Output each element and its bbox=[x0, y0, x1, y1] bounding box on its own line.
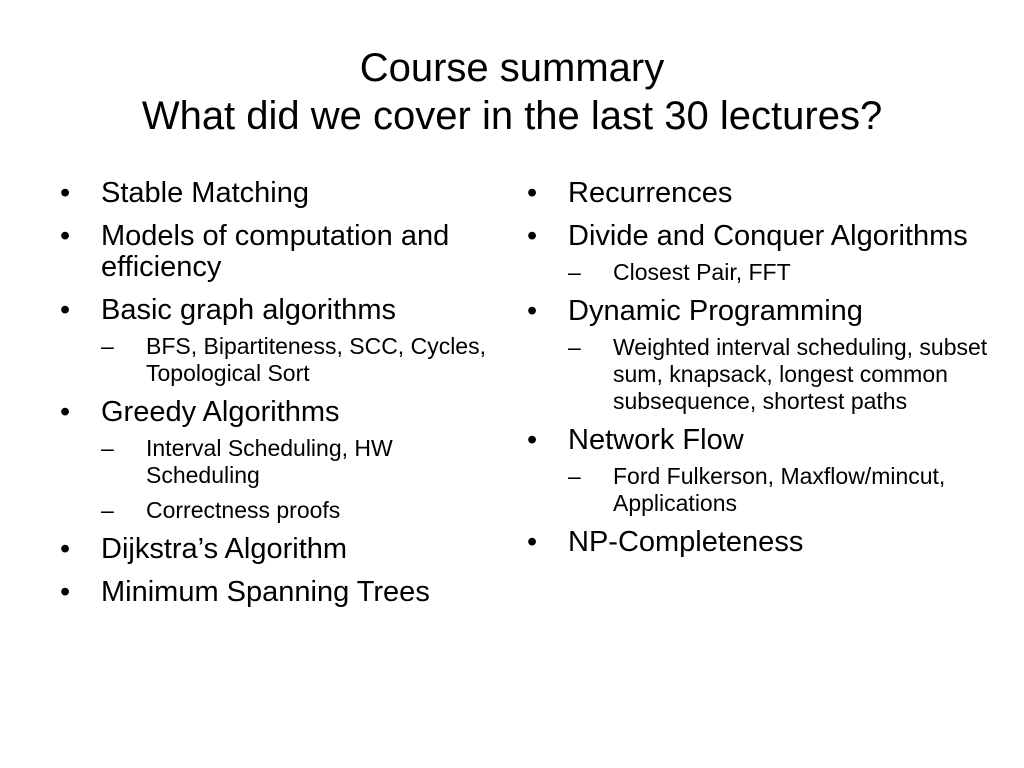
bullet-icon: • bbox=[527, 295, 538, 327]
sub-list-item-text: Correctness proofs bbox=[146, 497, 341, 523]
slide-title bbox=[0, 44, 1024, 140]
list-item bbox=[527, 178, 997, 209]
bullet-icon: • bbox=[527, 220, 538, 252]
list-item bbox=[527, 221, 997, 252]
list-item-text: Greedy Algorithms bbox=[101, 396, 340, 428]
list-item bbox=[60, 221, 500, 283]
sub-list-item-text: Weighted interval scheduling, subset sum, knapsack, longest common subsequence, shortest paths bbox=[613, 334, 988, 414]
sub-list-item-text: Ford Fulkerson, Maxflow/mincut, Applications bbox=[613, 463, 946, 516]
dash-icon: – bbox=[568, 259, 581, 285]
left-column bbox=[60, 178, 500, 608]
sub-list-item-text: Interval Scheduling, HW Scheduling bbox=[146, 435, 393, 488]
sub-list-item bbox=[568, 334, 997, 415]
sub-list-item bbox=[101, 333, 500, 387]
list-item bbox=[60, 397, 500, 428]
bullet-icon: • bbox=[60, 177, 71, 209]
sub-list-item bbox=[568, 259, 997, 286]
dash-icon: – bbox=[101, 435, 114, 461]
bullet-icon: • bbox=[60, 294, 71, 326]
list-item bbox=[527, 296, 997, 327]
list-item bbox=[527, 425, 997, 456]
list-item bbox=[527, 527, 997, 558]
list-item-text: Network Flow bbox=[568, 424, 744, 456]
list-item-text: Stable Matching bbox=[101, 177, 309, 209]
list-item bbox=[60, 295, 500, 326]
list-item bbox=[60, 178, 500, 209]
title-line-2: What did we cover in the last 30 lectures? bbox=[141, 94, 883, 138]
sub-list-item-text: BFS, Bipartiteness, SCC, Cycles, Topological Sort bbox=[146, 333, 486, 386]
dash-icon: – bbox=[101, 497, 114, 523]
list-item-text: NP-Completeness bbox=[568, 526, 804, 558]
sub-list-item bbox=[568, 463, 997, 517]
list-item-text: Recurrences bbox=[568, 177, 733, 209]
bullet-icon: • bbox=[60, 533, 71, 565]
dash-icon: – bbox=[568, 334, 581, 360]
dash-icon: – bbox=[568, 463, 581, 489]
list-item bbox=[60, 577, 500, 608]
bullet-icon: • bbox=[60, 576, 71, 608]
list-item-text: Divide and Conquer Algorithms bbox=[568, 220, 968, 252]
right-column bbox=[527, 178, 997, 558]
bullet-icon: • bbox=[60, 396, 71, 428]
list-item-text: Dijkstra’s Algorithm bbox=[101, 533, 348, 565]
sub-list-item bbox=[101, 435, 500, 489]
list-item-text: Basic graph algorithms bbox=[101, 294, 396, 326]
title-line-1: Course summary bbox=[359, 46, 665, 90]
bullet-icon: • bbox=[527, 177, 538, 209]
sub-list-item-text: Closest Pair, FFT bbox=[613, 259, 791, 285]
sub-list-item bbox=[101, 497, 500, 524]
list-item-text: Dynamic Programming bbox=[568, 295, 863, 327]
list-item-text: Models of computation and efficiency bbox=[101, 220, 450, 283]
list-item-text: Minimum Spanning Trees bbox=[101, 576, 430, 608]
dash-icon: – bbox=[101, 333, 114, 359]
bullet-icon: • bbox=[527, 424, 538, 456]
bullet-icon: • bbox=[527, 526, 538, 558]
list-item bbox=[60, 534, 500, 565]
bullet-icon: • bbox=[60, 220, 71, 252]
